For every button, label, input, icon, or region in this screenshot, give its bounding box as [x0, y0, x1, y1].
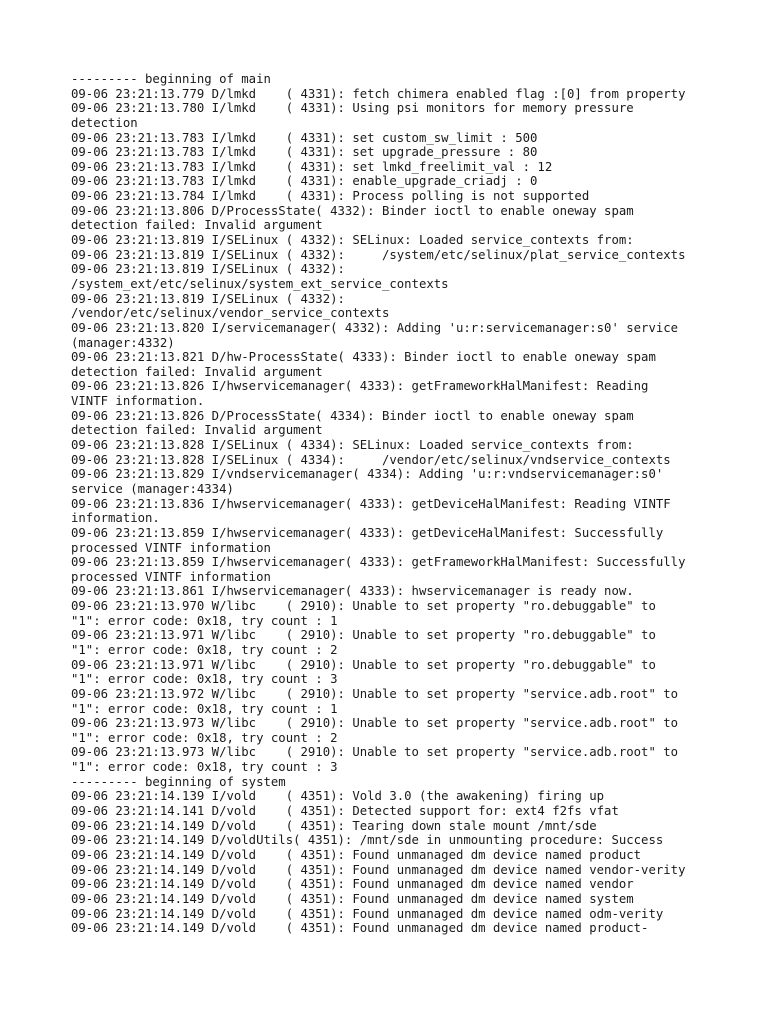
- log-line: /system_ext/etc/selinux/system_ext_service_contexts: [71, 276, 449, 291]
- log-line: 09-06 23:21:13.819 I/SELinux ( 4332): SELinux: Loaded service_contexts from:: [71, 233, 634, 248]
- log-line: 09-06 23:21:13.828 I/SELinux ( 4334): /vendor/etc/selinux/vndservice_contexts: [71, 452, 671, 467]
- log-line: 09-06 23:21:13.806 D/ProcessState( 4332): Binder ioctl to enable oneway spam: [71, 203, 634, 218]
- log-line: 09-06 23:21:13.819 I/SELinux ( 4332): /system/etc/selinux/plat_service_contexts: [71, 247, 686, 262]
- log-line: information.: [71, 511, 160, 526]
- log-line: 09-06 23:21:14.149 D/vold ( 4351): Found unmanaged dm device named vendor-verity: [71, 862, 686, 877]
- log-line: 09-06 23:21:14.149 D/vold ( 4351): Found unmanaged dm device named odm-verity: [71, 906, 664, 921]
- log-line: detection failed: Invalid argument: [71, 218, 323, 233]
- log-line: --------- beginning of system: [71, 774, 286, 789]
- log-line: service (manager:4334): [71, 481, 234, 496]
- log-line: 09-06 23:21:13.821 D/hw-ProcessState( 4333): Binder ioctl to enable oneway spam: [71, 350, 656, 365]
- log-line: 09-06 23:21:13.780 I/lmkd ( 4331): Using psi monitors for memory pressure: [71, 101, 634, 116]
- log-line: 09-06 23:21:13.971 W/libc ( 2910): Unable to set property "ro.debuggable" to: [71, 628, 656, 643]
- log-line: 09-06 23:21:13.783 I/lmkd ( 4331): enable_upgrade_criadj : 0: [71, 174, 538, 189]
- log-line: 09-06 23:21:13.784 I/lmkd ( 4331): Process polling is not supported: [71, 189, 590, 204]
- log-line: 09-06 23:21:13.971 W/libc ( 2910): Unable to set property "ro.debuggable" to: [71, 657, 656, 672]
- log-text-body: [71, 72, 731, 936]
- log-line: 09-06 23:21:13.779 D/lmkd ( 4331): fetch chimera enabled flag :[0] from property: [71, 86, 686, 101]
- log-line: (manager:4332): [71, 335, 175, 350]
- log-line: 09-06 23:21:13.819 I/SELinux ( 4332):: [71, 291, 345, 306]
- log-line: 09-06 23:21:14.139 I/vold ( 4351): Vold 3.0 (the awakening) firing up: [71, 789, 605, 804]
- log-line: 09-06 23:21:13.826 I/hwservicemanager( 4333): getFrameworkHalManifest: Reading: [71, 379, 649, 394]
- log-line: VINTF information.: [71, 394, 205, 409]
- log-line: "1": error code: 0x18, try count : 1: [71, 613, 338, 628]
- log-line: processed VINTF information: [71, 569, 271, 584]
- log-line: "1": error code: 0x18, try count : 1: [71, 701, 338, 716]
- log-line: 09-06 23:21:13.859 I/hwservicemanager( 4333): getDeviceHalManifest: Successfully: [71, 525, 664, 540]
- log-line: --------- beginning of main: [71, 72, 271, 86]
- log-line: 09-06 23:21:13.973 W/libc ( 2910): Unable to set property "service.adb.root" to: [71, 745, 679, 760]
- log-line: 09-06 23:21:13.861 I/hwservicemanager( 4333): hwservicemanager is ready now.: [71, 584, 634, 599]
- log-line: "1": error code: 0x18, try count : 2: [71, 642, 338, 657]
- log-line: 09-06 23:21:13.970 W/libc ( 2910): Unable to set property "ro.debuggable" to: [71, 599, 656, 614]
- log-line: /vendor/etc/selinux/vendor_service_contexts: [71, 306, 390, 321]
- log-line: 09-06 23:21:14.149 D/voldUtils( 4351): /mnt/sde in unmounting procedure: Success: [71, 833, 664, 848]
- log-line: 09-06 23:21:13.820 I/servicemanager( 4332): Adding 'u:r:servicemanager:s0' service: [71, 320, 679, 335]
- log-line: 09-06 23:21:13.973 W/libc ( 2910): Unable to set property "service.adb.root" to: [71, 716, 679, 731]
- log-line: detection: [71, 115, 138, 130]
- log-line: "1": error code: 0x18, try count : 3: [71, 672, 338, 687]
- log-line: 09-06 23:21:13.783 I/lmkd ( 4331): set custom_sw_limit : 500: [71, 130, 538, 145]
- log-line: 09-06 23:21:13.859 I/hwservicemanager( 4333): getFrameworkHalManifest: Successfully: [71, 555, 686, 570]
- log-line: 09-06 23:21:14.149 D/vold ( 4351): Found unmanaged dm device named product-: [71, 921, 649, 936]
- log-line: 09-06 23:21:14.141 D/vold ( 4351): Detected support for: ext4 f2fs vfat: [71, 804, 619, 819]
- log-line: 09-06 23:21:13.783 I/lmkd ( 4331): set upgrade_pressure : 80: [71, 145, 538, 160]
- log-line: 09-06 23:21:13.819 I/SELinux ( 4332):: [71, 262, 345, 277]
- log-line: 09-06 23:21:13.972 W/libc ( 2910): Unable to set property "service.adb.root" to: [71, 686, 679, 701]
- log-line: detection failed: Invalid argument: [71, 364, 323, 379]
- log-line: 09-06 23:21:14.149 D/vold ( 4351): Found unmanaged dm device named product: [71, 847, 642, 862]
- log-line: 09-06 23:21:13.783 I/lmkd ( 4331): set lmkd_freelimit_val : 12: [71, 159, 553, 174]
- log-line: 09-06 23:21:14.149 D/vold ( 4351): Found unmanaged dm device named vendor: [71, 877, 634, 892]
- log-line: processed VINTF information: [71, 540, 271, 555]
- log-line: "1": error code: 0x18, try count : 3: [71, 760, 338, 775]
- log-line: 09-06 23:21:14.149 D/vold ( 4351): Found unmanaged dm device named system: [71, 891, 634, 906]
- log-line: 09-06 23:21:14.149 D/vold ( 4351): Tearing down stale mount /mnt/sde: [71, 818, 597, 833]
- log-line: "1": error code: 0x18, try count : 2: [71, 730, 338, 745]
- log-line: 09-06 23:21:13.829 I/vndservicemanager( 4334): Adding 'u:r:vndservicemanager:s0': [71, 467, 664, 482]
- log-line: 09-06 23:21:13.828 I/SELinux ( 4334): SELinux: Loaded service_contexts from:: [71, 438, 634, 453]
- log-line: detection failed: Invalid argument: [71, 423, 323, 438]
- log-line: 09-06 23:21:13.836 I/hwservicemanager( 4333): getDeviceHalManifest: Reading VINTF: [71, 496, 671, 511]
- log-line: 09-06 23:21:13.826 D/ProcessState( 4334): Binder ioctl to enable oneway spam: [71, 408, 634, 423]
